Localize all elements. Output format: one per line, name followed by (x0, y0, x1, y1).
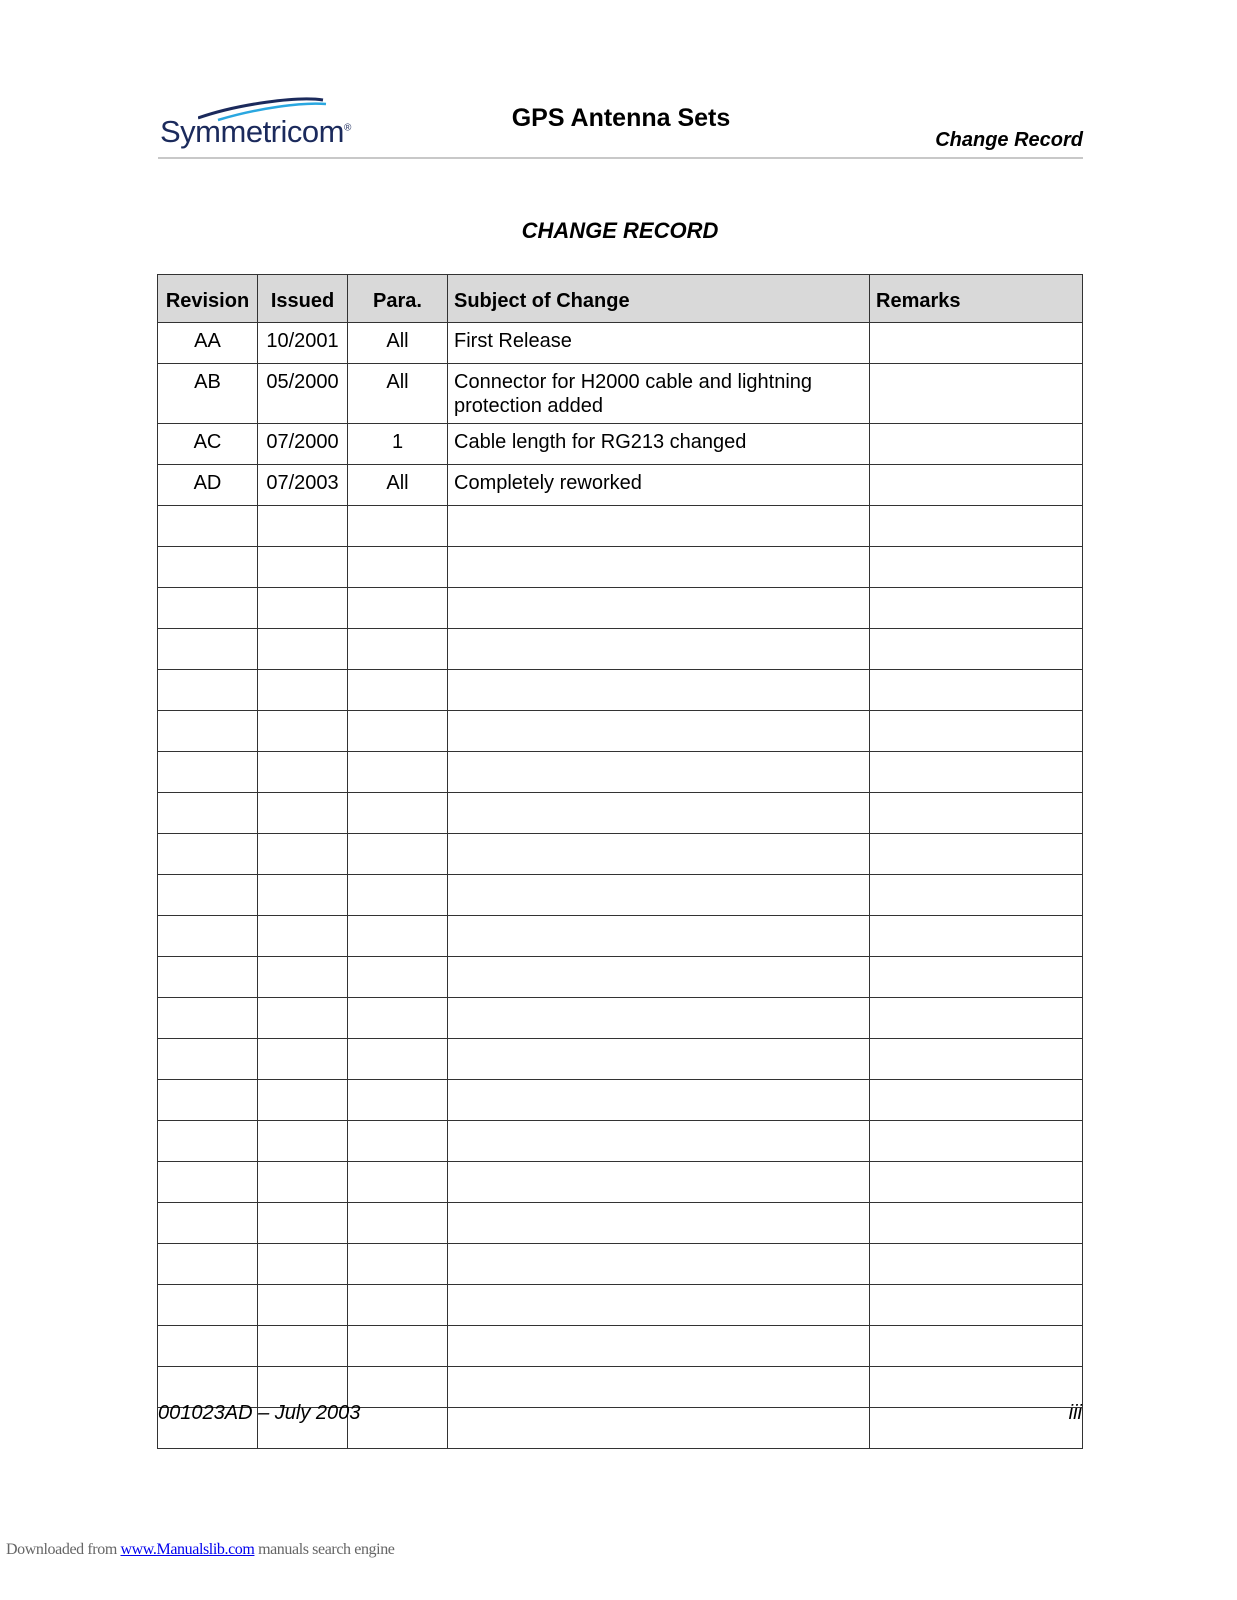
empty-cell (258, 506, 348, 547)
table-row (158, 588, 1083, 629)
para-cell: All (348, 465, 448, 506)
empty-cell (448, 629, 870, 670)
remarks-cell (870, 465, 1083, 506)
column-header-issued: Issued (258, 275, 348, 323)
download-prefix: Downloaded from (6, 1541, 117, 1558)
empty-cell (158, 1039, 258, 1080)
empty-cell (158, 957, 258, 998)
header-divider (158, 157, 1083, 159)
empty-cell (258, 1080, 348, 1121)
table-row (158, 323, 1083, 364)
empty-cell (348, 793, 448, 834)
empty-cell (258, 916, 348, 957)
table-row (158, 875, 1083, 916)
empty-cell (448, 793, 870, 834)
manualslib-link[interactable]: www.Manualslib.com (120, 1541, 255, 1558)
empty-cell (258, 957, 348, 998)
page-header (158, 96, 1083, 160)
issued-cell: 05/2000 (258, 364, 348, 424)
empty-cell (448, 752, 870, 793)
empty-cell (870, 547, 1083, 588)
empty-cell (258, 752, 348, 793)
empty-cell (448, 547, 870, 588)
table-row (158, 998, 1083, 1039)
footer-page-number: iii (1068, 1402, 1082, 1424)
table-row (158, 752, 1083, 793)
empty-cell (158, 916, 258, 957)
table-row (158, 1326, 1083, 1367)
subject-cell: Connector for H2000 cable and lightning protection added (448, 364, 870, 424)
remarks-cell (870, 424, 1083, 465)
empty-cell (348, 1244, 448, 1285)
empty-cell (348, 875, 448, 916)
empty-cell (158, 752, 258, 793)
page-heading: CHANGE RECORD (521, 218, 719, 243)
table-row (158, 793, 1083, 834)
empty-cell (448, 1080, 870, 1121)
remarks-cell (870, 364, 1083, 424)
empty-cell (870, 1203, 1083, 1244)
remarks-cell (870, 323, 1083, 364)
empty-cell (870, 1408, 1083, 1449)
revision-cell: AB (158, 364, 258, 424)
para-cell: 1 (348, 424, 448, 465)
revision-cell: AA (158, 323, 258, 364)
table-row (158, 670, 1083, 711)
column-header-subject: Subject of Change (448, 275, 870, 323)
table-row (158, 711, 1083, 752)
empty-cell (448, 1367, 870, 1408)
subject-cell: Cable length for RG213 changed (448, 424, 870, 465)
table-row (158, 629, 1083, 670)
empty-cell (348, 506, 448, 547)
empty-cell (258, 834, 348, 875)
empty-cell (870, 588, 1083, 629)
column-header-remarks: Remarks (870, 275, 1083, 323)
empty-cell (258, 547, 348, 588)
empty-cell (870, 793, 1083, 834)
column-header-revision: Revision (158, 275, 258, 323)
table-row (158, 465, 1083, 506)
empty-cell (158, 1326, 258, 1367)
empty-cell (870, 752, 1083, 793)
section-name: Change Record (935, 129, 1083, 151)
table-row (158, 1121, 1083, 1162)
empty-cell (448, 670, 870, 711)
table-row (158, 1203, 1083, 1244)
empty-cell (448, 1039, 870, 1080)
empty-cell (348, 711, 448, 752)
empty-cell (348, 752, 448, 793)
subject-cell: Completely reworked (448, 465, 870, 506)
empty-cell (348, 1285, 448, 1326)
issued-cell: 10/2001 (258, 323, 348, 364)
table-row (158, 547, 1083, 588)
empty-cell (870, 1285, 1083, 1326)
empty-cell (258, 998, 348, 1039)
empty-cell (870, 1080, 1083, 1121)
empty-cell (870, 1244, 1083, 1285)
empty-cell (348, 957, 448, 998)
empty-cell (158, 711, 258, 752)
empty-cell (870, 629, 1083, 670)
download-notice (6, 1541, 395, 1559)
empty-cell (870, 711, 1083, 752)
issued-cell: 07/2003 (258, 465, 348, 506)
empty-cell (158, 1203, 258, 1244)
empty-cell (448, 1162, 870, 1203)
empty-cell (448, 916, 870, 957)
empty-cell (870, 1367, 1083, 1408)
subject-cell: First Release (448, 323, 870, 364)
empty-cell (158, 1080, 258, 1121)
empty-cell (258, 1039, 348, 1080)
empty-cell (158, 1162, 258, 1203)
empty-cell (348, 1121, 448, 1162)
empty-cell (158, 1121, 258, 1162)
empty-cell (348, 998, 448, 1039)
issued-cell: 07/2000 (258, 424, 348, 465)
logo-text: Symmetricom® (160, 114, 351, 149)
empty-cell (158, 998, 258, 1039)
empty-cell (158, 875, 258, 916)
empty-cell (258, 629, 348, 670)
empty-cell (870, 957, 1083, 998)
empty-cell (870, 1039, 1083, 1080)
empty-cell (448, 1285, 870, 1326)
empty-cell (870, 834, 1083, 875)
empty-cell (158, 588, 258, 629)
table-row (158, 1285, 1083, 1326)
empty-cell (870, 506, 1083, 547)
empty-cell (870, 670, 1083, 711)
empty-cell (348, 1203, 448, 1244)
table-row (158, 957, 1083, 998)
table-row (158, 1162, 1083, 1203)
empty-cell (448, 957, 870, 998)
empty-cell (158, 793, 258, 834)
empty-cell (348, 1367, 448, 1408)
empty-cell (448, 875, 870, 916)
empty-cell (448, 1408, 870, 1449)
empty-cell (448, 998, 870, 1039)
empty-cell (448, 711, 870, 752)
column-header-para: Para. (348, 275, 448, 323)
empty-cell (258, 875, 348, 916)
para-cell: All (348, 364, 448, 424)
empty-cell (258, 793, 348, 834)
empty-cell (348, 1162, 448, 1203)
download-suffix: manuals search engine (258, 1541, 395, 1558)
table-row (158, 1039, 1083, 1080)
empty-cell (258, 1326, 348, 1367)
revision-cell: AD (158, 465, 258, 506)
table-row (158, 834, 1083, 875)
empty-cell (448, 834, 870, 875)
empty-cell (158, 1285, 258, 1326)
empty-cell (258, 588, 348, 629)
empty-cell (448, 1326, 870, 1367)
empty-cell (870, 1121, 1083, 1162)
empty-cell (258, 711, 348, 752)
document-title: GPS Antenna Sets (511, 104, 731, 132)
empty-cell (258, 1244, 348, 1285)
empty-cell (348, 1080, 448, 1121)
empty-cell (448, 588, 870, 629)
empty-cell (870, 998, 1083, 1039)
para-cell: All (348, 323, 448, 364)
empty-cell (348, 1408, 448, 1449)
symmetricom-logo (158, 96, 358, 154)
empty-cell (870, 1326, 1083, 1367)
table-row (158, 424, 1083, 465)
table-row (158, 1080, 1083, 1121)
empty-cell (258, 1285, 348, 1326)
table-row (158, 506, 1083, 547)
empty-cell (348, 1039, 448, 1080)
empty-cell (158, 834, 258, 875)
empty-cell (258, 670, 348, 711)
empty-cell (258, 1121, 348, 1162)
empty-cell (348, 1326, 448, 1367)
empty-cell (258, 1162, 348, 1203)
empty-cell (348, 916, 448, 957)
empty-cell (348, 834, 448, 875)
empty-cell (348, 670, 448, 711)
table-body (158, 323, 1083, 1449)
empty-cell (258, 1203, 348, 1244)
empty-cell (870, 1162, 1083, 1203)
empty-cell (348, 588, 448, 629)
table-header-row (158, 275, 1083, 323)
empty-cell (158, 506, 258, 547)
revision-cell: AC (158, 424, 258, 465)
empty-cell (870, 916, 1083, 957)
empty-cell (448, 506, 870, 547)
empty-cell (158, 1244, 258, 1285)
table-row (158, 916, 1083, 957)
empty-cell (448, 1121, 870, 1162)
empty-cell (348, 629, 448, 670)
empty-cell (158, 670, 258, 711)
footer-document-id: 001023AD – July 2003 (158, 1402, 361, 1424)
empty-cell (448, 1203, 870, 1244)
empty-cell (158, 547, 258, 588)
empty-cell (448, 1244, 870, 1285)
empty-cell (158, 629, 258, 670)
table-row (158, 364, 1083, 424)
change-record-table (157, 274, 1083, 1449)
empty-cell (870, 875, 1083, 916)
empty-cell (348, 547, 448, 588)
table-row (158, 1244, 1083, 1285)
